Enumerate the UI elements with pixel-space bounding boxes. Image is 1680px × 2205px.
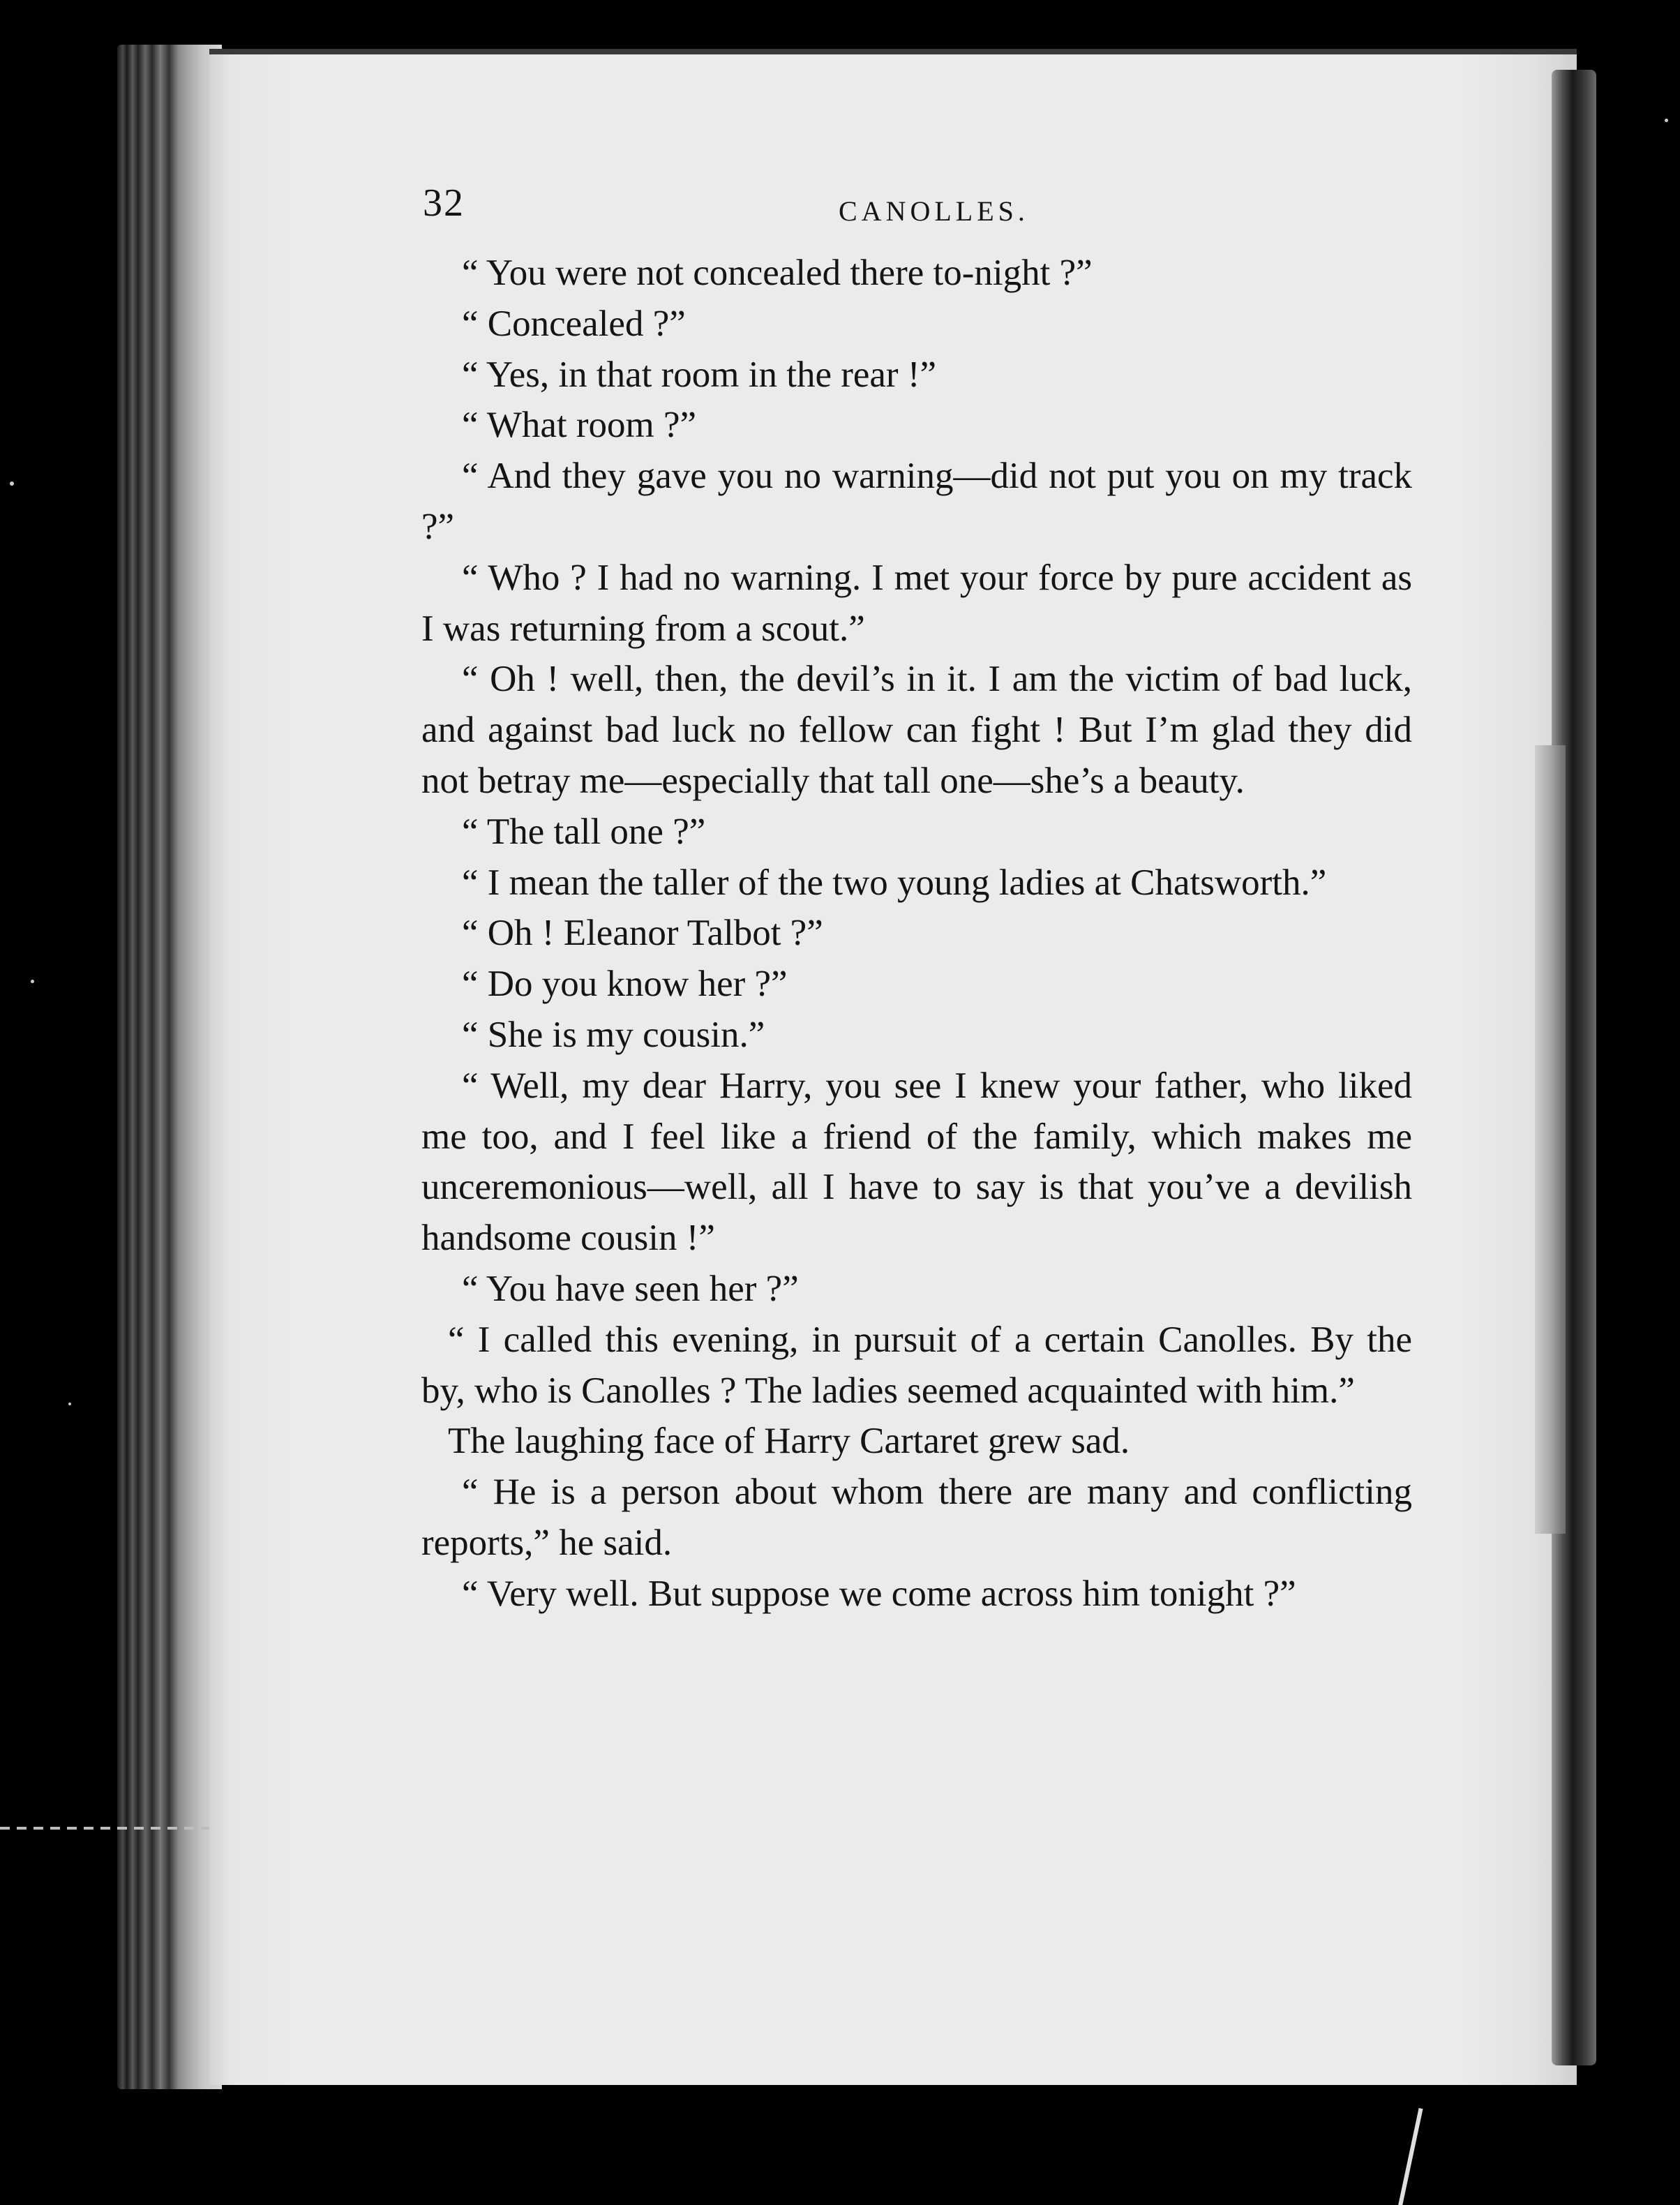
binding-tab — [1535, 745, 1566, 1534]
paragraph: “ He is a person about whom there are many and conflicting reports,” he said. — [421, 1472, 1412, 1563]
paragraph: “ And they gave you no warning—did not put you on my track ?” — [421, 456, 1412, 547]
page-edges — [117, 45, 222, 2089]
body-text — [421, 248, 1412, 1620]
paragraph: “ Who ? I had no warning. I met your force by pure accident as I was returning from a scout.” — [421, 557, 1412, 649]
paragraph: “ Oh ! well, then, the devil’s in it. I am the victim of bad luck, and against bad luck no fellow can fight ! But I’m glad they did not betray me—especially that tall one—she’s a beauty. — [421, 659, 1412, 801]
page-number: 32 — [423, 181, 465, 225]
paragraph: “ Concealed ?” — [462, 303, 686, 344]
paragraph: “ Do you know her ?” — [462, 964, 788, 1005]
paragraph: “ You were not concealed there to-night ?” — [462, 253, 1093, 293]
paragraph: “ You have seen her ?” — [462, 1268, 799, 1309]
paragraph: “ What room ?” — [462, 405, 697, 446]
scan-artifact-line — [0, 1827, 209, 1830]
page-text — [421, 178, 1412, 1620]
running-head — [421, 178, 1412, 248]
paragraph: “ Very well. But suppose we come across him tonight ?” — [462, 1573, 1296, 1614]
paragraph: “ She is my cousin.” — [462, 1014, 765, 1055]
paragraph: “ Yes, in that room in the rear !” — [462, 354, 936, 395]
paragraph: The laughing face of Harry Cartaret grew sad. — [448, 1421, 1130, 1462]
paragraph: “ The tall one ?” — [462, 811, 706, 852]
paragraph: “ I mean the taller of the two young ladies at Chatsworth.” — [462, 862, 1327, 903]
paragraph: “ Oh ! Eleanor Talbot ?” — [462, 913, 823, 954]
paragraph: “ Well, my dear Harry, you see I knew your father, who liked me too, and I feel like a friend of the family, which makes me unceremonious—well, all I have to say is that you’ve a devilish handsome cousin !” — [421, 1065, 1412, 1259]
page-header: CANOLLES. — [839, 195, 1029, 227]
scan-artifact-mark — [1397, 2108, 1423, 2205]
paragraph: “ I called this evening, in pursuit of a certain Canolles. By the by, who is Canolles ? The ladies seemed acquainted with him.” — [421, 1319, 1412, 1411]
